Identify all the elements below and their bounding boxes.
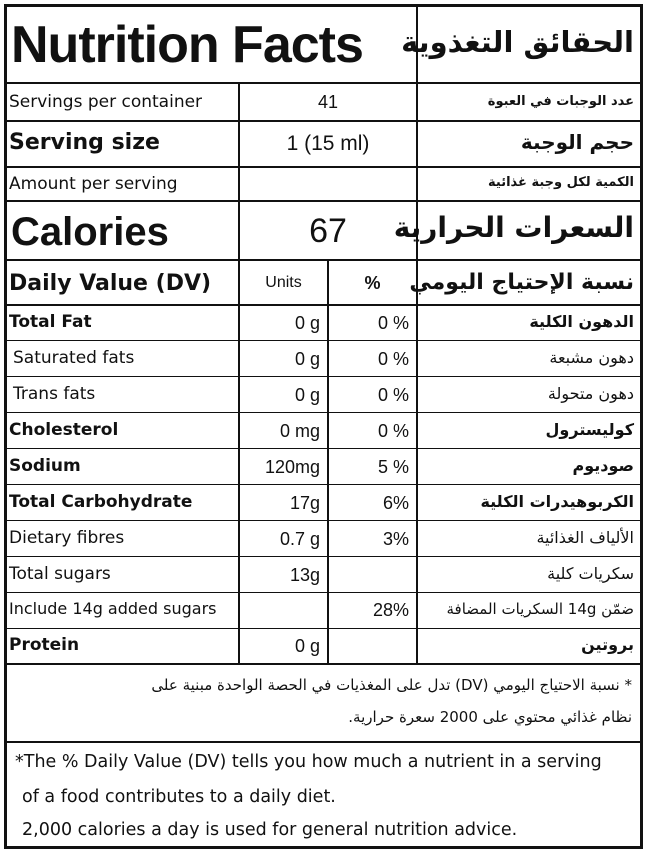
nutrient-name-ar: دهون متحولة xyxy=(547,384,634,403)
serving-size-label-ar: حجم الوجبة xyxy=(520,130,634,154)
nutrient-units: 0 g xyxy=(294,349,320,369)
nutrient-name-ar: بروتين xyxy=(581,635,634,654)
nutrient-name: Total Carbohydrate xyxy=(9,492,193,512)
divider xyxy=(4,628,643,629)
divider xyxy=(4,340,643,341)
nutrient-name-ar: سكريات كلية xyxy=(547,564,634,583)
serving-size-value: 1 (15 ml) xyxy=(286,132,370,155)
nutrient-units: 0 g xyxy=(294,313,320,333)
nutrient-name-ar: كوليسترول xyxy=(545,420,634,439)
nutrient-units: 17g xyxy=(289,493,320,513)
nutrient-name: Protein xyxy=(9,635,80,655)
divider xyxy=(4,166,643,168)
nutrient-percent: 3% xyxy=(382,529,409,549)
nutrient-name-ar: الدهون الكلية xyxy=(529,312,634,331)
column-divider xyxy=(416,4,418,663)
serving-size-label: Serving size xyxy=(9,130,160,155)
divider xyxy=(4,448,643,449)
title-ar: الحقائق التغذوية xyxy=(401,25,634,59)
nutrient-percent: 0 % xyxy=(377,385,409,405)
title-en: Nutrition Facts xyxy=(11,16,363,74)
amount-label: Amount per serving xyxy=(9,174,178,194)
divider xyxy=(4,259,643,261)
amount-label-ar: الكمية لكل وجبة غذائية xyxy=(488,175,634,190)
divider xyxy=(4,556,643,557)
divider xyxy=(4,376,643,377)
nutrient-name: Cholesterol xyxy=(9,420,119,440)
servings-label: Servings per container xyxy=(9,92,203,112)
percent-header: % xyxy=(364,273,381,293)
nutrient-name: Trans fats xyxy=(13,384,96,404)
footnote-en-line3: 2,000 calories a day is used for general nutrition advice. xyxy=(22,820,518,840)
nutrient-name: Saturated fats xyxy=(13,348,135,368)
nutrient-units: 13g xyxy=(289,565,320,585)
units-header: Units xyxy=(265,274,302,291)
nutrient-name-ar: الألياف الغذائية xyxy=(536,528,634,547)
divider xyxy=(4,520,643,521)
nutrient-percent: 0 % xyxy=(377,421,409,441)
calories-label: Calories xyxy=(11,210,169,254)
calories-label-ar: السعرات الحرارية xyxy=(393,211,634,244)
dv-header-label-ar: نسبة الإحتياج اليومي xyxy=(409,270,634,295)
divider xyxy=(4,200,643,202)
nutrient-name-ar: الكربوهيدرات الكلية xyxy=(480,492,634,511)
footnote-ar-line2: نظام غذائي محتوي على 2000 سعرة حرارية. xyxy=(348,708,632,726)
nutrient-units: 120mg xyxy=(264,457,320,477)
calories-value: 67 xyxy=(309,212,347,250)
nutrient-units: 0 mg xyxy=(279,421,320,441)
divider xyxy=(4,592,643,593)
divider xyxy=(4,741,643,743)
divider xyxy=(4,304,643,306)
servings-value: 41 xyxy=(317,92,339,112)
divider xyxy=(4,120,643,122)
nutrient-units: 0.7 g xyxy=(279,529,320,549)
nutrient-name: Dietary fibres xyxy=(9,528,125,548)
nutrient-name-ar: صوديوم xyxy=(572,456,634,475)
nutrient-name-ar: دهون مشبعة xyxy=(549,348,634,367)
nutrient-name: Sodium xyxy=(9,456,81,476)
divider xyxy=(4,412,643,413)
nutrient-units: 0 g xyxy=(294,636,320,656)
nutrient-percent: 5 % xyxy=(377,457,409,477)
nutrient-percent: 28% xyxy=(372,600,409,620)
nutrient-percent: 6% xyxy=(382,493,409,513)
nutrient-units: 0 g xyxy=(294,385,320,405)
nutrient-percent: 0 % xyxy=(377,349,409,369)
divider xyxy=(4,663,643,665)
servings-label-ar: عدد الوجبات في العبوة xyxy=(487,94,634,109)
nutrient-percent: 0 % xyxy=(377,313,409,333)
nutrient-name: Total sugars xyxy=(9,564,111,584)
nutrient-name: Include 14g added sugars xyxy=(9,599,217,618)
footnote-en-line1: *The % Daily Value (DV) tells you how much a nutrient in a serving xyxy=(15,752,602,772)
footnote-en-line2: of a food contributes to a daily diet. xyxy=(22,787,336,807)
nutrient-name-ar: ضمّن 14g السكريات المضافة xyxy=(446,600,634,618)
dv-header-label: Daily Value (DV) xyxy=(9,271,212,296)
nutrient-name: Total Fat xyxy=(9,312,92,332)
footnote-ar-line1: * نسبة الاحتياج اليومي (DV) تدل على المغذيات في الحصة الواحدة مبنية على xyxy=(151,676,632,694)
divider xyxy=(4,484,643,485)
divider xyxy=(4,82,643,84)
